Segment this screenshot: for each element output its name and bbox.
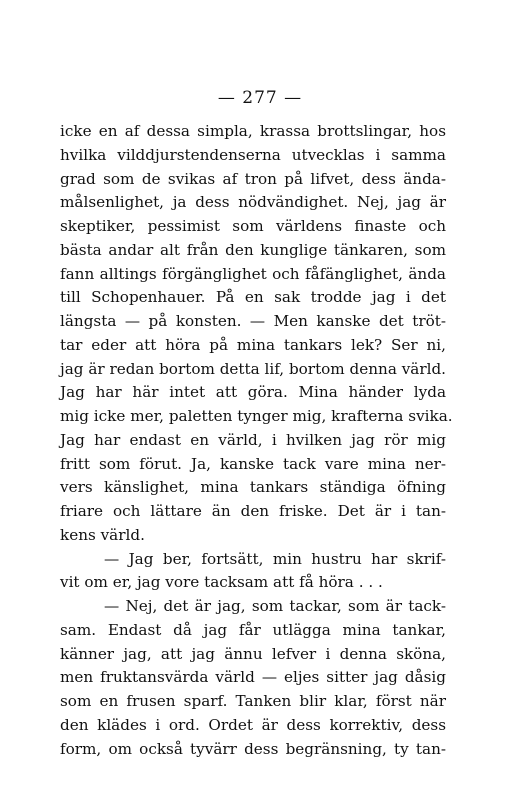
dialogue-line: — Nej, det är jag, som tackar, som är tack- [104, 597, 446, 615]
text-line: tar eder att höra på mina tankars lek? Ser ni, [60, 335, 446, 354]
text-line: Jag har endast en värld, i hvilken jag rör mig [60, 430, 446, 449]
text-line: till Schopenhauer. På en sak trodde jag i det [60, 288, 446, 307]
text-line: känner jag, att jag ännu lefver i denna sköna, [60, 644, 446, 663]
text-line: sam. Endast då jag får utlägga mina tankar, [60, 620, 446, 639]
text-line: vers känslighet, mina tankars ständiga öfning [60, 478, 446, 497]
text-line: skeptiker, pessimist som världens finaste och [60, 217, 446, 235]
text-line: mig icke mer, paletten tynger mig, krafterna svika. [60, 407, 453, 425]
text-line: jag är redan bortom detta lif, bortom denna värld. [60, 359, 446, 378]
text-line: fritt som förut. Ja, kanske tack vare mina ner- [60, 454, 446, 473]
text-line: bästa andar alt från den kunglige tänkaren, som [60, 240, 446, 259]
paragraph-end-line: vit om er, jag vore tacksam att få höra . . . [60, 573, 383, 592]
text-line: icke en af dessa simpla, krassa brottslingar, hos [60, 122, 446, 140]
text-line: målsenlighet, ja dess nödvändighet. Nej, jag är [60, 193, 446, 212]
text-line: friare och lättare än den friske. Det är i tan- [60, 502, 446, 520]
text-line: Jag har här intet att göra. Mina händer lyda [60, 383, 446, 402]
text-line: längsta — på konsten. — Men kanske det tröt- [60, 312, 446, 330]
text-line: hvilka vilddjurstendenserna utvecklas i samma [60, 145, 446, 164]
text-line: fann alltings förgänglighet och fåfänglighet, ända [60, 264, 446, 283]
body-text [60, 120, 453, 761]
text-line: grad som de svikas af tron på lifvet, dess ända- [60, 169, 446, 188]
page-number: — 277 — [217, 88, 303, 108]
dialogue-line: — Jag ber, fortsätt, min hustru har skrif- [104, 549, 446, 568]
paragraph-end-line: kens värld. [60, 525, 145, 544]
text-line: som en frusen sparf. Tanken blir klar, först när [60, 692, 446, 710]
text-line: form, om också tyvärr dess begränsning, ty tan- [60, 739, 446, 758]
text-line: men fruktansvärda värld — eljes sitter jag dåsig [60, 668, 446, 687]
text-line: den klädes i ord. Ordet är dess korrektiv, dess [60, 715, 446, 734]
